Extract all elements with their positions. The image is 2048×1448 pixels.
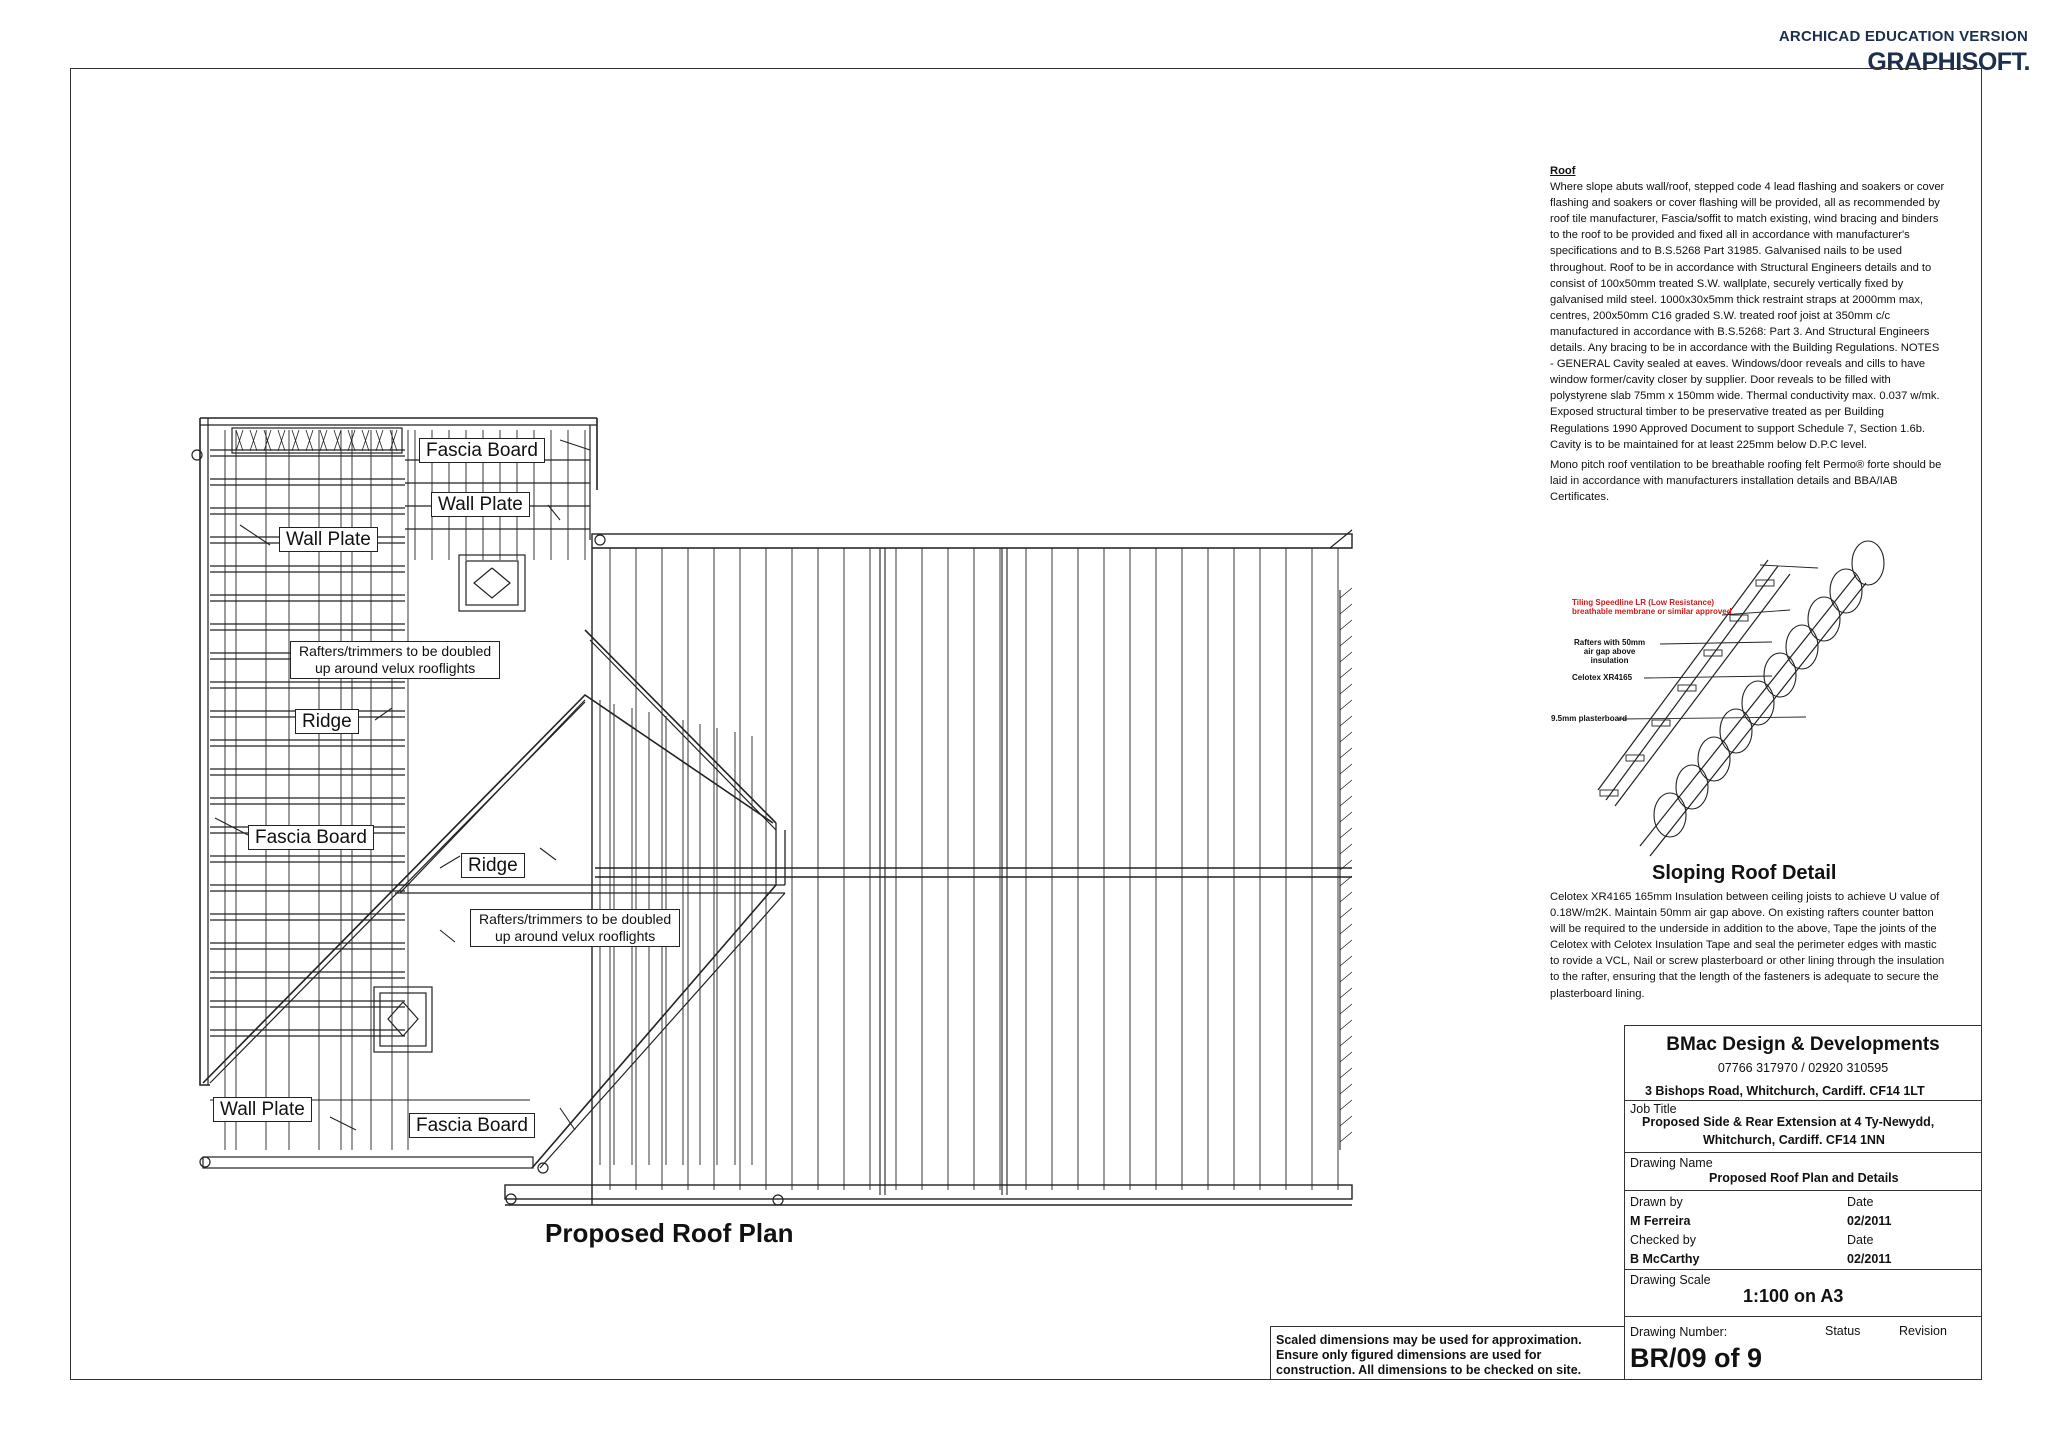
label-fascia-board-top: Fascia Board <box>419 438 545 463</box>
scale-note <box>1270 1326 1624 1380</box>
plan-line <box>560 440 590 450</box>
plan-line <box>1330 530 1352 548</box>
detail-label-membrane <box>1572 598 1732 616</box>
plan-circle <box>595 535 605 545</box>
plan-line <box>1340 812 1352 822</box>
roof-notes-para2: Mono pitch roof ventilation to be breathable roofing felt Permo® forte should be laid in accordance with manufacturers installation details and BBA/IAB Certificates. <box>1550 458 1942 503</box>
tb-divider <box>1625 1269 1981 1270</box>
drawing-name-label: Drawing Name <box>1630 1156 1713 1170</box>
detail-label-plasterboard: 9.5mm plasterboard <box>1551 714 1628 723</box>
company-address: 3 Bishops Road, Whitchurch, Cardiff. CF14 1LT <box>1645 1084 1925 1098</box>
celotex-description: Celotex XR4165 165mm Insulation between ceiling joists to achieve U value of 0.18W/m2K. Maintain 50mm air gap above. On existing rafters counter batton will be required to the underside in addition to the above, Tape the joints of the Celotex with Celotex Insulation Tape and seal the perimeter edges with mastic to rovide a VCL, Nail or screw plasterboard or other lining through the insulation to the rafter, ensuring that the length of the fasteners is adequate to secure the plasterboard lining. <box>1550 891 1945 1000</box>
plan-line <box>1340 908 1352 918</box>
insulation-loop <box>1808 597 1840 641</box>
insulation-loop <box>1852 541 1884 585</box>
plan-line <box>1340 748 1352 758</box>
roof-plan-title: Proposed Roof Plan <box>545 1218 794 1248</box>
plan-rect <box>203 1157 533 1168</box>
plan-line <box>1340 652 1352 662</box>
plan-line <box>1340 1100 1352 1110</box>
plan-line <box>1340 700 1352 710</box>
job-title-line2: Whitchurch, Cardiff. CF14 1NN <box>1703 1133 1885 1147</box>
plan-line <box>1650 583 1866 856</box>
plan-line <box>1340 892 1352 902</box>
plan-line <box>1340 1068 1352 1078</box>
date-label-2: Date <box>1847 1233 1874 1247</box>
drawing-number-label: Drawing Number: <box>1630 1325 1728 1339</box>
rafters-note-1-line1: Rafters/trimmers to be doubled <box>299 643 492 659</box>
company-name: BMac Design & Developments <box>1666 1034 1940 1055</box>
label-fascia-board-bottom: Fascia Board <box>409 1113 535 1138</box>
plan-line <box>1722 610 1790 615</box>
label-wall-plate-top-left: Wall Plate <box>279 527 378 552</box>
date-1: 02/2011 <box>1847 1214 1892 1228</box>
tb-divider <box>1625 1100 1981 1101</box>
tb-divider <box>1625 1190 1981 1191</box>
label-ridge-center: Ridge <box>461 853 525 878</box>
detail-label-rafters-line1: Rafters with 50mm <box>1574 638 1646 647</box>
plan-line <box>375 708 392 720</box>
plan-line <box>540 848 556 860</box>
plan-rect <box>505 1185 1352 1199</box>
plan-line <box>1340 1052 1352 1062</box>
company-phone: 07766 317970 / 02920 310595 <box>1717 1061 1889 1075</box>
rafters-note-1-line2: up around velux rooflights <box>314 660 476 676</box>
plan-line <box>1340 956 1352 966</box>
detail-label-rafters <box>1574 638 1645 665</box>
plan-line <box>1340 764 1352 774</box>
plan-line <box>1340 1084 1352 1094</box>
revision-label: Revision <box>1899 1324 1947 1338</box>
insulation-loop <box>1830 569 1862 613</box>
checked-by: B McCarthy <box>1630 1252 1700 1266</box>
detail-label-membrane-line1: Tiling Speedline LR (Low Resistance) <box>1572 598 1715 607</box>
title-block <box>1624 1025 1982 1380</box>
status-label: Status <box>1825 1324 1861 1338</box>
roof-notes-para1: Where slope abuts wall/roof, stepped code 4 lead flashing and soakers or cover flashing and soakers or cover flashing will be provided, all as recommended by roof tile manufacturer, Fascia/soffit to match existing, wind bracing and binders to the roof to be provided and fixed all in accordance with manufacturer's specifications and to B.S.5268 Part 31985. Galvanised nails to be used throughout. Roof to be in accordance with Structural Engineers details and to consist of 100x50mm treated S.W. wallplate, securely vertically fixed by galvanised mild steel. 1000x30x5mm thick restraint straps at 2000mm max, centres, 200x50mm C16 graded S.W. treated roof joist at 350mm c/c manufactured in accordance with B.S.5268: Part 3. And Structural Engineers details. Any bracing to be in accordance with the Building Regulations. NOTES - GENERAL Cavity sealed at eaves. Windows/door reveals and cills to have window former/cavity closer by supplier. Door reveals to be filled with polystyrene slab 75mm x 150mm wide. Thermal conductivity max. 0.037 w/mk. Exposed structural timber to be preservative treated as per Building Regulations 1990 Approved Document to support Schedule 7, Section 1.6b. Cavity is to be maintained for at least 225mm below D.P.C level. <box>1550 181 1945 451</box>
insulation-loop <box>1742 681 1774 725</box>
plan-line <box>1340 1132 1352 1142</box>
plan-line <box>1340 780 1352 790</box>
plan-line <box>548 505 560 520</box>
label-rafters-note-2 <box>470 909 680 947</box>
date-2: 02/2011 <box>1847 1252 1892 1266</box>
job-title-label: Job Title <box>1630 1102 1677 1116</box>
plan-line <box>1340 604 1352 614</box>
rafters-note-2-line1: Rafters/trimmers to be doubled <box>479 911 672 927</box>
plan-line <box>1340 588 1352 598</box>
plan-line <box>1340 1036 1352 1046</box>
plan-line <box>1340 844 1352 854</box>
drawn-by: M Ferreira <box>1630 1214 1691 1228</box>
plan-line <box>1340 972 1352 982</box>
drawn-by-label: Drawn by <box>1630 1195 1683 1209</box>
insulation-loop <box>1786 625 1818 669</box>
detail-label-membrane-line2: breathable membrane or similar approved <box>1572 607 1732 616</box>
drawing-number: BR/09 of 9 <box>1630 1343 1763 1373</box>
plan-line <box>1340 1116 1352 1126</box>
plan-circle <box>200 1157 210 1167</box>
job-title-line1: Proposed Side & Rear Extension at 4 Ty-Newydd, <box>1642 1115 1935 1129</box>
drawing-name: Proposed Roof Plan and Details <box>1709 1171 1899 1185</box>
plan-line <box>1340 668 1352 678</box>
roof-notes <box>1550 163 1945 509</box>
plan-line <box>240 525 270 545</box>
plan-line <box>1340 988 1352 998</box>
label-wall-plate-bottom: Wall Plate <box>213 1097 312 1122</box>
insulation-loop <box>1764 653 1796 697</box>
plan-line <box>440 930 455 942</box>
graphisoft-logo: GRAPHISOFT. <box>1867 48 2030 76</box>
plan-rect <box>1730 615 1748 621</box>
plan-line <box>1340 732 1352 742</box>
plan-line <box>1340 940 1352 950</box>
plan-poly <box>203 695 773 1083</box>
scale-note-line1: Scaled dimensions may be used for approximation. <box>1276 1333 1582 1347</box>
tb-divider <box>1625 1316 1981 1317</box>
plan-line <box>1340 828 1352 838</box>
plan-line <box>1340 684 1352 694</box>
plan-rect <box>459 555 525 611</box>
plan-poly <box>474 568 510 598</box>
checked-by-label: Checked by <box>1630 1233 1697 1247</box>
label-rafters-note-1 <box>290 641 500 679</box>
plan-line <box>1340 1020 1352 1030</box>
sloping-roof-detail-title: Sloping Roof Detail <box>1652 862 1837 884</box>
detail-label-celotex: Celotex XR4165 <box>1572 673 1633 682</box>
roof-notes-heading: Roof <box>1550 165 1576 177</box>
scale-note-line3: construction. All dimensions to be checked on site. <box>1276 1363 1582 1377</box>
detail-label-rafters-line2: air gap above <box>1583 647 1636 656</box>
watermark-edition: ARCHICAD EDUCATION VERSION <box>1778 28 2028 45</box>
plan-line <box>1760 565 1818 568</box>
plan-line <box>1660 642 1772 644</box>
rafters-note-2-line2: up around velux rooflights <box>494 928 656 944</box>
plan-line <box>1340 716 1352 726</box>
drawing-scale: 1:100 on A3 <box>1743 1286 1844 1306</box>
plan-circle <box>773 1195 783 1205</box>
label-wall-plate-top-right: Wall Plate <box>431 492 530 517</box>
label-fascia-board-mid: Fascia Board <box>248 825 374 850</box>
plan-line <box>1340 1004 1352 1014</box>
label-ridge-left: Ridge <box>295 709 359 734</box>
scale-note-line2: Ensure only figured dimensions are used for <box>1276 1348 1542 1362</box>
plan-line <box>440 856 460 868</box>
plan-rect <box>592 534 1352 548</box>
plan-line <box>1644 676 1772 678</box>
plan-line <box>1340 796 1352 806</box>
tb-divider <box>1625 1152 1981 1153</box>
plan-line <box>1618 717 1806 719</box>
plan-line <box>1340 620 1352 630</box>
date-label-1: Date <box>1847 1195 1874 1209</box>
detail-label-rafters-line3: insulation <box>1590 656 1629 665</box>
plan-rect <box>374 987 432 1052</box>
plan-line <box>1340 636 1352 646</box>
drawing-scale-label: Drawing Scale <box>1630 1273 1711 1287</box>
plan-line <box>1340 924 1352 934</box>
